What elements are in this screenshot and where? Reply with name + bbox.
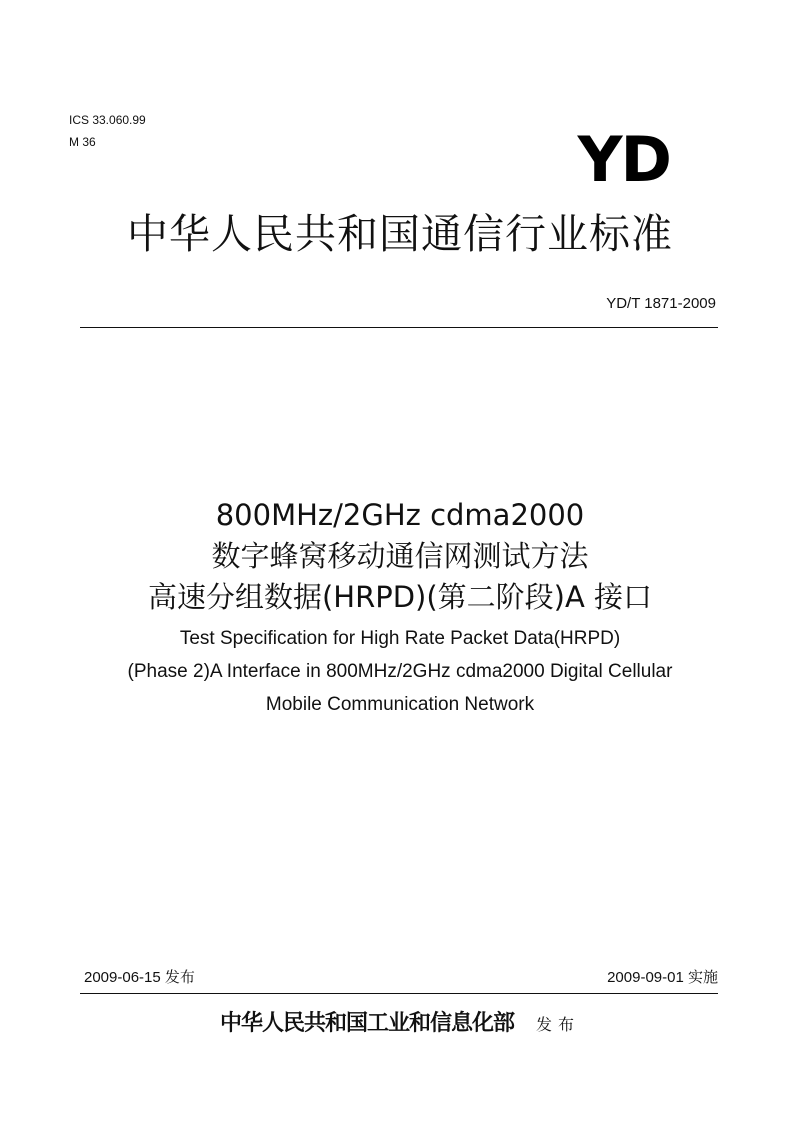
footer-divider [80,993,718,994]
title-en-line-1: Test Specification for High Rate Packet Data(HRPD) [179,628,621,649]
publisher-line [170,1008,630,1040]
title-zh-line-2: 数字蜂窝移动通信网测试方法 [211,539,589,573]
publisher-name: 中华人民共和国工业和信息化部 [219,1010,514,1036]
title-en-line-2: (Phase 2)A Interface in 800MHz/2GHz cdma2000 Digital Cellular [127,661,673,682]
issue-date: 2009-06-15 发布 [84,969,195,986]
title-en-block [40,622,760,721]
publisher-action: 发布 [536,1015,581,1034]
title-zh-line-1: 800MHz/2GHz cdma2000 [215,498,585,532]
standard-number: YD/T 1871-2009 [606,295,716,312]
title-zh-line-3: 高速分组数据(HRPD)(第二阶段)A 接口 [147,580,653,614]
implementation-date: 2009-09-01 实施 [607,969,718,986]
title-en-line-3: Mobile Communication Network [265,694,535,715]
ccs-code: M 36 [69,135,96,149]
yd-logo: YD [577,123,670,196]
title-block [40,495,760,721]
standard-type-heading: 中华人民共和国通信行业标准 [127,210,673,258]
ics-code: ICS 33.060.99 [69,113,146,127]
header-divider [80,327,718,328]
